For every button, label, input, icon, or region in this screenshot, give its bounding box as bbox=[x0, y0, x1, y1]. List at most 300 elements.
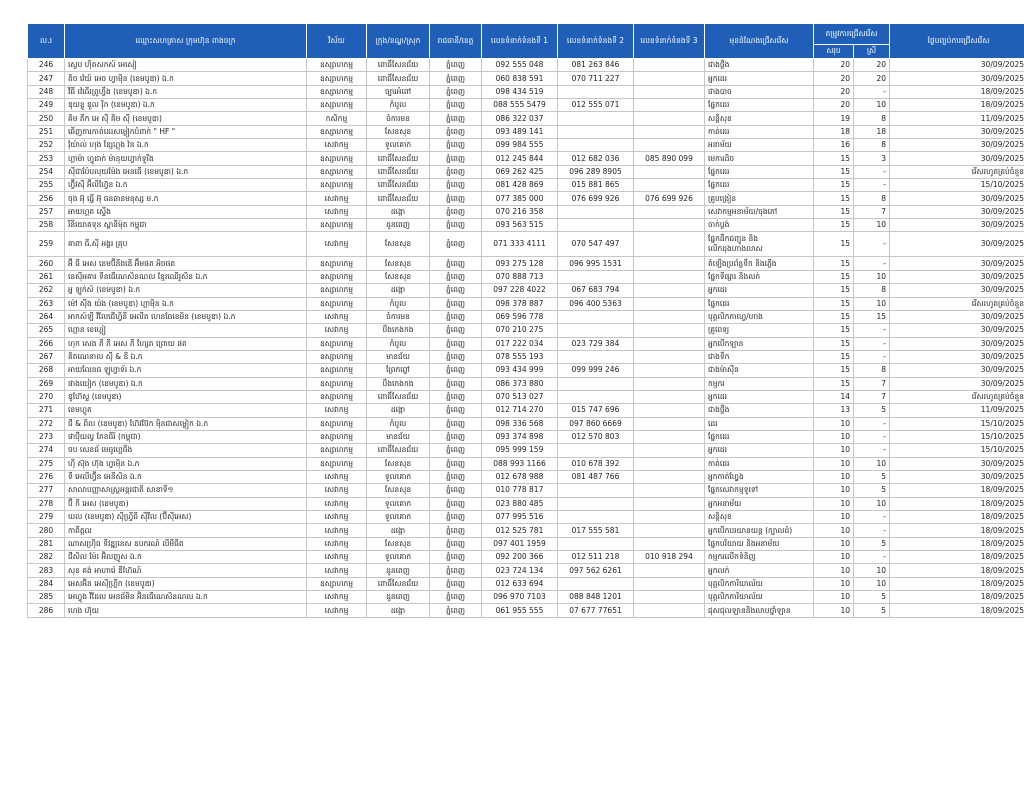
cell-company: អេហ្វូង វីដែល អេនធ័មិន អ៊ិនធើណេសិនណល ឯ.ក bbox=[65, 591, 307, 604]
cell-district: ចំការមន bbox=[367, 310, 430, 323]
cell-total: 15 bbox=[814, 337, 854, 350]
cell-company: ផាប៉ឺយល្វ ភែនធីរ៍ (កម្ពុជា) bbox=[65, 430, 307, 443]
cell-company: កាពីត្តល bbox=[65, 524, 307, 537]
cell-total: 13 bbox=[814, 404, 854, 417]
cell-phone2 bbox=[558, 497, 634, 510]
cell-position: អ្នកកាត់ហ្វ្លែង bbox=[705, 470, 814, 483]
cell-district: ទួលគោក bbox=[367, 497, 430, 510]
cell-female: 8 bbox=[854, 139, 890, 152]
cell-total: 14 bbox=[814, 390, 854, 403]
cell-sector: សេវាកម្ម bbox=[307, 232, 367, 257]
cell-province: ភ្នំពេញ bbox=[430, 430, 482, 443]
cell-province: ភ្នំពេញ bbox=[430, 497, 482, 510]
cell-phone2: 099 999 246 bbox=[558, 364, 634, 377]
cell-total: 10 bbox=[814, 537, 854, 550]
cell-deadline: 30/09/2025 bbox=[890, 457, 1024, 470]
cell-deadline: 18/09/2025 bbox=[890, 99, 1024, 112]
table-row bbox=[28, 85, 1024, 98]
cell-district: កំបូល bbox=[367, 417, 430, 430]
cell-sector: ឧស្សាហកម្ម bbox=[307, 59, 367, 72]
cell-district: ទួលគោក bbox=[367, 139, 430, 152]
cell-sector: ឧស្សាហកម្ម bbox=[307, 152, 367, 165]
cell-company: ហ្វ៊ីវស៊ី អ៊ីលីហ្វ៊ែន ឯ.ក bbox=[65, 179, 307, 192]
cell-deadline: 30/09/2025 bbox=[890, 152, 1024, 165]
cell-no: 280 bbox=[28, 524, 65, 537]
cell-no: 258 bbox=[28, 219, 65, 232]
cell-female: 10 bbox=[854, 457, 890, 470]
cell-district: ដូនពេញ bbox=[367, 564, 430, 577]
cell-phone1: 097 228 4022 bbox=[482, 284, 558, 297]
cell-position: សន្តិសុខ bbox=[705, 112, 814, 125]
cell-sector: សេវាកម្ម bbox=[307, 551, 367, 564]
cell-district: សែនសុខ bbox=[367, 537, 430, 550]
cell-female: - bbox=[854, 324, 890, 337]
cell-phone1: 095 999 159 bbox=[482, 444, 558, 457]
cell-company: ហ្គាម៉ា ហ្វូដាក់ ម៉ានុយហ្វាក់ទួរីង bbox=[65, 152, 307, 165]
cell-deadline: 18/09/2025 bbox=[890, 564, 1024, 577]
cell-position: ផ្នែកដឹកជញ្ជូន និងលើកដុងហាងលាស bbox=[705, 232, 814, 257]
cell-position: កាត់ដេរ bbox=[705, 125, 814, 138]
table-row bbox=[28, 99, 1024, 112]
cell-province: ភ្នំពេញ bbox=[430, 457, 482, 470]
cell-position: ផ្នែកដេរ bbox=[705, 297, 814, 310]
cell-phone3 bbox=[634, 524, 705, 537]
cell-district: មានជ័យ bbox=[367, 430, 430, 443]
cell-phone1: 070 216 358 bbox=[482, 205, 558, 218]
cell-no: 270 bbox=[28, 390, 65, 403]
cell-province: ភ្នំពេញ bbox=[430, 232, 482, 257]
cell-phone2: 015 881 865 bbox=[558, 179, 634, 192]
cell-deadline: រើសរហូតគ្រប់ចំនួន bbox=[890, 390, 1024, 403]
cell-deadline: 30/09/2025 bbox=[890, 192, 1024, 205]
cell-total: 10 bbox=[814, 444, 854, 457]
header-female: ស្រី bbox=[854, 45, 890, 59]
recruitment-table bbox=[27, 23, 1024, 618]
cell-company: ជី & ពិល (ខេមបូឌា) ហ៊ែវប៊ែក ម៉ិនជាសម្លៀក ឯ.ក bbox=[65, 417, 307, 430]
cell-province: ភ្នំពេញ bbox=[430, 524, 482, 537]
cell-phone3 bbox=[634, 139, 705, 152]
header-row bbox=[28, 24, 1024, 45]
cell-total: 15 bbox=[814, 232, 854, 257]
cell-no: 274 bbox=[28, 444, 65, 457]
cell-company: ផាងយៀក (ខេមបូឌា) ឯ.ក bbox=[65, 377, 307, 390]
cell-female: - bbox=[854, 524, 890, 537]
cell-position: អ្នកអនាម័យ bbox=[705, 497, 814, 510]
cell-female: 8 bbox=[854, 284, 890, 297]
cell-phone1: 088 555 5479 bbox=[482, 99, 558, 112]
cell-total: 10 bbox=[814, 591, 854, 604]
table-row bbox=[28, 270, 1024, 283]
cell-deadline: 30/09/2025 bbox=[890, 324, 1024, 337]
cell-sector: សេវាកម្ម bbox=[307, 591, 367, 604]
cell-female: 10 bbox=[854, 270, 890, 283]
cell-district: មានជ័យ bbox=[367, 350, 430, 363]
cell-company: ចុង អ៊ុ ធ្វើ អ៊ុ ធនធានមនុស្ស ម.ក bbox=[65, 192, 307, 205]
cell-phone1: 060 838 591 bbox=[482, 72, 558, 85]
cell-phone3 bbox=[634, 470, 705, 483]
cell-total: 15 bbox=[814, 165, 854, 178]
cell-district: ដង្កោ bbox=[367, 205, 430, 218]
cell-phone1: 070 513 027 bbox=[482, 390, 558, 403]
cell-phone1: 098 434 519 bbox=[482, 85, 558, 98]
cell-total: 10 bbox=[814, 564, 854, 577]
cell-phone2 bbox=[558, 310, 634, 323]
cell-company: អាកស៍ឡី វីលែជើហ្វិនី អេលីត ហេនធែខេមិន (ខេមបូឌា) ឯ.ក bbox=[65, 310, 307, 323]
cell-phone3 bbox=[634, 270, 705, 283]
cell-female: - bbox=[854, 430, 890, 443]
cell-female: 10 bbox=[854, 577, 890, 590]
cell-district: ពោធិ៍សែនជ័យ bbox=[367, 192, 430, 205]
cell-position: អ្នកដេរ bbox=[705, 72, 814, 85]
cell-company: ហ្គោន ខេហ្គៀ bbox=[65, 324, 307, 337]
cell-province: ភ្នំពេញ bbox=[430, 404, 482, 417]
cell-deadline: 18/09/2025 bbox=[890, 537, 1024, 550]
cell-phone2: 076 699 926 bbox=[558, 192, 634, 205]
cell-deadline: 30/09/2025 bbox=[890, 364, 1024, 377]
cell-total: 10 bbox=[814, 604, 854, 617]
cell-sector: ឧស្សាហកម្ម bbox=[307, 457, 367, 470]
cell-phone2: 070 711 227 bbox=[558, 72, 634, 85]
cell-deadline: 18/09/2025 bbox=[890, 591, 1024, 604]
cell-phone2: 012 555 071 bbox=[558, 99, 634, 112]
cell-deadline: 18/09/2025 bbox=[890, 551, 1024, 564]
cell-no: 252 bbox=[28, 139, 65, 152]
header-province: រាជធានី/ខេត្ត bbox=[430, 24, 482, 59]
cell-district: ដូនពេញ bbox=[367, 591, 430, 604]
cell-province: ភ្នំពេញ bbox=[430, 99, 482, 112]
cell-female: 10 bbox=[854, 564, 890, 577]
cell-phone2 bbox=[558, 112, 634, 125]
cell-phone1: 012 714 270 bbox=[482, 404, 558, 417]
cell-no: 277 bbox=[28, 484, 65, 497]
cell-phone2 bbox=[558, 324, 634, 337]
cell-district: ពោធិ៍សែនជ័យ bbox=[367, 179, 430, 192]
cell-female: 7 bbox=[854, 377, 890, 390]
cell-phone2 bbox=[558, 484, 634, 497]
table-row bbox=[28, 604, 1024, 617]
cell-province: ភ្នំពេញ bbox=[430, 192, 482, 205]
cell-province: ភ្នំពេញ bbox=[430, 417, 482, 430]
cell-no: 259 bbox=[28, 232, 65, 257]
cell-district: ពោធិ៍សែនជ័យ bbox=[367, 444, 430, 457]
cell-district: បឹងកេងកង bbox=[367, 377, 430, 390]
cell-phone3 bbox=[634, 179, 705, 192]
cell-total: 15 bbox=[814, 297, 854, 310]
cell-sector: សេវាកម្ម bbox=[307, 404, 367, 417]
cell-province: ភ្នំពេញ bbox=[430, 72, 482, 85]
cell-phone1: 093 489 141 bbox=[482, 125, 558, 138]
table-row bbox=[28, 112, 1024, 125]
table-row bbox=[28, 497, 1024, 510]
cell-position: អនាម័យ bbox=[705, 139, 814, 152]
cell-company: តិច វ៉េយ៍ អេច ហ្វាម៉ិន (ខេមបូឌា) ឯ.ក bbox=[65, 72, 307, 85]
cell-position: ជាងថ្លឹង bbox=[705, 59, 814, 72]
table-row bbox=[28, 390, 1024, 403]
cell-district: ព្រែកព្នៅ bbox=[367, 364, 430, 377]
cell-phone3 bbox=[634, 484, 705, 497]
cell-total: 10 bbox=[814, 430, 854, 443]
cell-company: ឌុយខ្លូ ឌួល រ៉ិក (ខេមបូឌា) ឯ.ក bbox=[65, 99, 307, 112]
cell-phone2 bbox=[558, 577, 634, 590]
cell-sector: ឧស្សាហកម្ម bbox=[307, 125, 367, 138]
cell-phone3 bbox=[634, 564, 705, 577]
cell-phone1: 070 888 713 bbox=[482, 270, 558, 283]
cell-phone3 bbox=[634, 205, 705, 218]
cell-phone3 bbox=[634, 112, 705, 125]
table-row bbox=[28, 591, 1024, 604]
cell-province: ភ្នំពេញ bbox=[430, 112, 482, 125]
cell-no: 284 bbox=[28, 577, 65, 590]
cell-phone1: 086 322 037 bbox=[482, 112, 558, 125]
table-body bbox=[28, 59, 1024, 618]
cell-phone3 bbox=[634, 577, 705, 590]
cell-total: 20 bbox=[814, 85, 854, 98]
cell-female: - bbox=[854, 551, 890, 564]
cell-sector: សេវាកម្ម bbox=[307, 324, 367, 337]
cell-phone3 bbox=[634, 99, 705, 112]
cell-sector: ឧស្សាហកម្ម bbox=[307, 72, 367, 85]
cell-position: ផ្នែកដេរ bbox=[705, 179, 814, 192]
cell-phone3 bbox=[634, 125, 705, 138]
cell-phone1: 012 245 844 bbox=[482, 152, 558, 165]
cell-phone3 bbox=[634, 390, 705, 403]
cell-district: ពោធិ៍សែនជ័យ bbox=[367, 390, 430, 403]
cell-no: 271 bbox=[28, 404, 65, 417]
cell-company: អាយហ្គត ស្ទើង bbox=[65, 205, 307, 218]
cell-female: 5 bbox=[854, 404, 890, 417]
table-row bbox=[28, 377, 1024, 390]
cell-position: អ្នកលក់ bbox=[705, 564, 814, 577]
cell-position: ជាងបាច bbox=[705, 85, 814, 98]
cell-company: ជីសិល ម៉ែរ អ៊ិលញូស ឯ.ក bbox=[65, 551, 307, 564]
cell-female: 8 bbox=[854, 112, 890, 125]
table-row bbox=[28, 444, 1024, 457]
cell-no: 257 bbox=[28, 205, 65, 218]
cell-total: 10 bbox=[814, 470, 854, 483]
cell-position: បុគ្គលិកការិយាល័យ bbox=[705, 577, 814, 590]
cell-total: 15 bbox=[814, 270, 854, 283]
cell-district: ទួលគោក bbox=[367, 511, 430, 524]
cell-deadline: 18/09/2025 bbox=[890, 484, 1024, 497]
cell-phone3 bbox=[634, 377, 705, 390]
table-row bbox=[28, 537, 1024, 550]
cell-phone3 bbox=[634, 444, 705, 457]
cell-phone3 bbox=[634, 591, 705, 604]
cell-sector: សេវាកម្ម bbox=[307, 524, 367, 537]
cell-female: - bbox=[854, 179, 890, 192]
cell-district: ពោធិ៍សែនជ័យ bbox=[367, 152, 430, 165]
cell-position: គ្រូបង្រៀន bbox=[705, 192, 814, 205]
cell-district: ពោធិ៍សែនជ័យ bbox=[367, 577, 430, 590]
cell-total: 10 bbox=[814, 497, 854, 510]
cell-position: សេវាកម្មអនាម័យ/ចុងភៅ bbox=[705, 205, 814, 218]
table-row bbox=[28, 484, 1024, 497]
cell-deadline: 30/09/2025 bbox=[890, 72, 1024, 85]
cell-deadline: 30/09/2025 bbox=[890, 284, 1024, 297]
cell-company: ខេមហ្គូត bbox=[65, 404, 307, 417]
cell-total: 10 bbox=[814, 484, 854, 497]
cell-sector: សេវាកម្ម bbox=[307, 497, 367, 510]
cell-no: 278 bbox=[28, 497, 65, 510]
cell-position: អ្នកដេរ bbox=[705, 284, 814, 297]
cell-deadline: 30/09/2025 bbox=[890, 59, 1024, 72]
cell-deadline: 15/10/2025 bbox=[890, 444, 1024, 457]
cell-phone2 bbox=[558, 270, 634, 283]
cell-position: ចាក់ប្លង់ bbox=[705, 219, 814, 232]
cell-province: ភ្នំពេញ bbox=[430, 152, 482, 165]
cell-position: ផ្នែកសេវាកម្មទូទៅ bbox=[705, 484, 814, 497]
cell-female: 7 bbox=[854, 390, 890, 403]
cell-no: 266 bbox=[28, 337, 65, 350]
table-row bbox=[28, 297, 1024, 310]
cell-sector: ឧស្សាហកម្ម bbox=[307, 179, 367, 192]
cell-company: អេសអ៊ិន អេស៊ីហ្គ្រីក (ខេមបូឌា) bbox=[65, 577, 307, 590]
cell-phone2 bbox=[558, 125, 634, 138]
cell-company: គិតណេនាល ស៊ី & ឌី ឯ.ក bbox=[65, 350, 307, 363]
cell-phone2: 012 511 218 bbox=[558, 551, 634, 564]
cell-phone3 bbox=[634, 457, 705, 470]
cell-company: ម៉ៅ ស៊ីង យ៉ង (ខេមបូឌា) ហ្គាម៉ិន ឯ.ក bbox=[65, 297, 307, 310]
cell-sector: ឧស្សាហកម្ម bbox=[307, 270, 367, 283]
cell-phone3 bbox=[634, 364, 705, 377]
cell-phone2 bbox=[558, 511, 634, 524]
cell-sector: ឧស្សាហកម្ម bbox=[307, 417, 367, 430]
table-row bbox=[28, 192, 1024, 205]
cell-phone1: 088 993 1166 bbox=[482, 457, 558, 470]
cell-phone3 bbox=[634, 430, 705, 443]
cell-phone1: 012 525 781 bbox=[482, 524, 558, 537]
cell-phone3 bbox=[634, 604, 705, 617]
cell-deadline: 30/09/2025 bbox=[890, 350, 1024, 363]
table-row bbox=[28, 364, 1024, 377]
cell-phone2: 096 400 5363 bbox=[558, 297, 634, 310]
cell-phone1: 010 778 817 bbox=[482, 484, 558, 497]
cell-sector: សេវាកម្ម bbox=[307, 310, 367, 323]
cell-province: ភ្នំពេញ bbox=[430, 444, 482, 457]
cell-sector: សេវាកម្ម bbox=[307, 511, 367, 524]
cell-no: 249 bbox=[28, 99, 65, 112]
cell-female: 15 bbox=[854, 310, 890, 323]
cell-position: ផ្នែកដេរ bbox=[705, 99, 814, 112]
cell-no: 255 bbox=[28, 179, 65, 192]
cell-province: ភ្នំពេញ bbox=[430, 564, 482, 577]
cell-female: - bbox=[854, 232, 890, 257]
cell-phone3 bbox=[634, 497, 705, 510]
table-row bbox=[28, 470, 1024, 483]
cell-phone1: 061 955 555 bbox=[482, 604, 558, 617]
cell-phone2: 015 747 696 bbox=[558, 404, 634, 417]
cell-company: ស្លេប ហ៊ិតសកស៍ អេសៀ bbox=[65, 59, 307, 72]
cell-total: 15 bbox=[814, 152, 854, 165]
cell-sector: ឧស្សាហកម្ម bbox=[307, 577, 367, 590]
cell-company: នេស៊ីអគារ ទីនធើណេសិនណល ខ្មែរឈើរូសិន ឯ.ក bbox=[65, 270, 307, 283]
table-row bbox=[28, 324, 1024, 337]
cell-phone1: 081 428 869 bbox=[482, 179, 558, 192]
header-phone1: លេខទំនាក់ទំនងទី 1 bbox=[482, 24, 558, 59]
cell-no: 286 bbox=[28, 604, 65, 617]
table-row bbox=[28, 257, 1024, 270]
cell-district: ពោធិ៍សែនជ័យ bbox=[367, 72, 430, 85]
cell-province: ភ្នំពេញ bbox=[430, 165, 482, 178]
cell-female: 20 bbox=[854, 59, 890, 72]
cell-sector: ឧស្សាហកម្ម bbox=[307, 350, 367, 363]
cell-district: ពោធិ៍សែនជ័យ bbox=[367, 59, 430, 72]
cell-phone3 bbox=[634, 337, 705, 350]
cell-no: 262 bbox=[28, 284, 65, 297]
cell-total: 19 bbox=[814, 112, 854, 125]
cell-deadline: 30/09/2025 bbox=[890, 310, 1024, 323]
cell-no: 269 bbox=[28, 377, 65, 390]
header-phone3: លេខទំនាក់ទំនងទី 3 bbox=[634, 24, 705, 59]
cell-position: មេការដិច bbox=[705, 152, 814, 165]
cell-phone2: 096 289 8905 bbox=[558, 165, 634, 178]
cell-sector: សេវាកម្ម bbox=[307, 205, 367, 218]
cell-province: ភ្នំពេញ bbox=[430, 179, 482, 192]
cell-sector: កសិកម្ម bbox=[307, 112, 367, 125]
cell-female: 5 bbox=[854, 484, 890, 497]
cell-sector: សេវាកម្ម bbox=[307, 537, 367, 550]
cell-total: 15 bbox=[814, 377, 854, 390]
cell-no: 254 bbox=[28, 165, 65, 178]
cell-phone2: 07 677 77651 bbox=[558, 604, 634, 617]
cell-phone2 bbox=[558, 390, 634, 403]
cell-phone2: 081 263 846 bbox=[558, 59, 634, 72]
cell-deadline: 18/09/2025 bbox=[890, 604, 1024, 617]
cell-deadline: 15/10/2025 bbox=[890, 179, 1024, 192]
table-row bbox=[28, 165, 1024, 178]
cell-female: - bbox=[854, 350, 890, 363]
cell-company: គិម ភីក អេ ស៊ី គិម ស៊ី (ខេមបូឌា) bbox=[65, 112, 307, 125]
cell-district: ពោធិ៍សែនជ័យ bbox=[367, 165, 430, 178]
cell-female: - bbox=[854, 85, 890, 98]
cell-phone3 bbox=[634, 232, 705, 257]
cell-sector: ឧស្សាហកម្ម bbox=[307, 364, 367, 377]
cell-no: 248 bbox=[28, 85, 65, 98]
cell-company: សុខ គង់ អាហារ៉េ ឌីហ៊ែណ៍ bbox=[65, 564, 307, 577]
cell-phone1: 098 378 887 bbox=[482, 297, 558, 310]
cell-phone1: 086 373 880 bbox=[482, 377, 558, 390]
table-row bbox=[28, 350, 1024, 363]
table-row bbox=[28, 179, 1024, 192]
cell-phone1: 097 401 1959 bbox=[482, 537, 558, 550]
cell-phone1: 096 970 7103 bbox=[482, 591, 558, 604]
cell-no: 265 bbox=[28, 324, 65, 337]
cell-total: 15 bbox=[814, 192, 854, 205]
table-row bbox=[28, 310, 1024, 323]
cell-phone2: 096 995 1531 bbox=[558, 257, 634, 270]
cell-no: 285 bbox=[28, 591, 65, 604]
cell-position: តំឡើងប្រព័ន្ធទឹក និងភ្លើង bbox=[705, 257, 814, 270]
cell-sector: សេវាកម្ម bbox=[307, 470, 367, 483]
cell-phone2 bbox=[558, 444, 634, 457]
cell-sector: ឧស្សាហកម្ម bbox=[307, 377, 367, 390]
cell-province: ភ្នំពេញ bbox=[430, 604, 482, 617]
cell-sector: ឧស្សាហកម្ម bbox=[307, 337, 367, 350]
cell-no: 268 bbox=[28, 364, 65, 377]
cell-sector: ឧស្សាហកម្ម bbox=[307, 257, 367, 270]
cell-total: 15 bbox=[814, 324, 854, 337]
cell-female: 5 bbox=[854, 591, 890, 604]
cell-position: ផ្នែកបរិយាយ និងអនាម័យ bbox=[705, 537, 814, 550]
cell-female: 10 bbox=[854, 297, 890, 310]
cell-deadline: រើសរហូតគ្រប់ចំនួន bbox=[890, 165, 1024, 178]
cell-phone1: 093 434 999 bbox=[482, 364, 558, 377]
cell-company: ទី អេលីហ្វ៊ីន អេនីសិន ឯ.ក bbox=[65, 470, 307, 483]
cell-position: អ្នកបើកបរយានយន្ត (ក្បាលដំ) bbox=[705, 524, 814, 537]
cell-province: ភ្នំពេញ bbox=[430, 337, 482, 350]
cell-company: សាលាបញ្ញាសាស្ត្រអន្តរជាតិ សាខាទី១ bbox=[65, 484, 307, 497]
cell-deadline: 30/09/2025 bbox=[890, 270, 1024, 283]
